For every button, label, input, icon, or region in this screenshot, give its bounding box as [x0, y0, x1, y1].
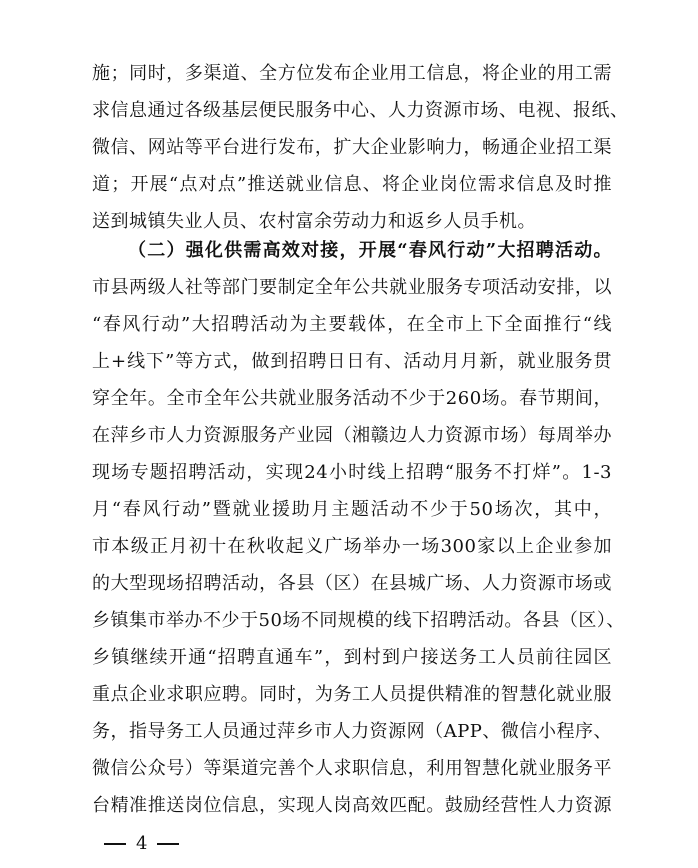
text-line: 上+线下”等方式，做到招聘日日有、活动月月新，就业服务贯 [92, 351, 612, 372]
text-line: 穿全年。全市全年公共就业服务活动不少于260场。春节期间， [92, 388, 612, 409]
text-line: 务，指导务工人员通过萍乡市人力资源网（APP、微信小程序、 [92, 721, 612, 742]
text-line: “春风行动”大招聘活动为主要载体，在全市上下全面推行“线 [92, 314, 612, 335]
text-line: 微信公众号）等渠道完善个人求职信息，利用智慧化就业服务平 [92, 758, 612, 779]
text-line: 乡镇继续开通“招聘直通车”，到村到户接送务工人员前往园区 [92, 647, 612, 668]
text-line: 月“春风行动”暨就业援助月主题活动不少于50场次，其中， [92, 499, 612, 520]
text-line: 市县两级人社等部门要制定全年公共就业服务专项活动安排，以 [92, 277, 612, 298]
section-heading: （二）强化供需高效对接，开展“春风行动”大招聘活动。 [128, 240, 612, 261]
text-line: 施；同时，多渠道、全方位发布企业用工信息，将企业的用工需 [92, 63, 612, 84]
text-line: 送到城镇失业人员、农村富余劳动力和返乡人员手机。 [92, 211, 536, 232]
dash-right [157, 843, 179, 845]
text-line: 台精准推送岗位信息，实现人岗高效匹配。鼓励经营性人力资源 [92, 795, 612, 816]
text-line: 乡镇集市举办不少于50场不同规模的线下招聘活动。各县（区）、 [92, 610, 625, 631]
text-line: 求信息通过各级基层便民服务中心、人力资源市场、电视、报纸、 [92, 100, 629, 121]
text-line: 道；开展“点对点”推送就业信息、将企业岗位需求信息及时推 [92, 174, 612, 195]
text-line: 的大型现场招聘活动，各县（区）在县城广场、人力资源市场或 [92, 573, 612, 594]
page-footer [94, 832, 189, 856]
dash-left [104, 843, 126, 845]
text-line: 市本级正月初十在秋收起义广场举办一场300家以上企业参加 [92, 536, 612, 557]
text-line: 重点企业求职应聘。同时，为务工人员提供精准的智慧化就业服 [92, 684, 612, 705]
text-line: 微信、网站等平台进行发布，扩大企业影响力，畅通企业招工渠 [92, 137, 612, 158]
text-line: 在萍乡市人力资源服务产业园（湘赣边人力资源市场）每周举办 [92, 425, 612, 446]
text-line: 现场专题招聘活动，实现24小时线上招聘“服务不打烊”。1-3 [92, 462, 612, 483]
page-number: 4 [136, 833, 148, 854]
